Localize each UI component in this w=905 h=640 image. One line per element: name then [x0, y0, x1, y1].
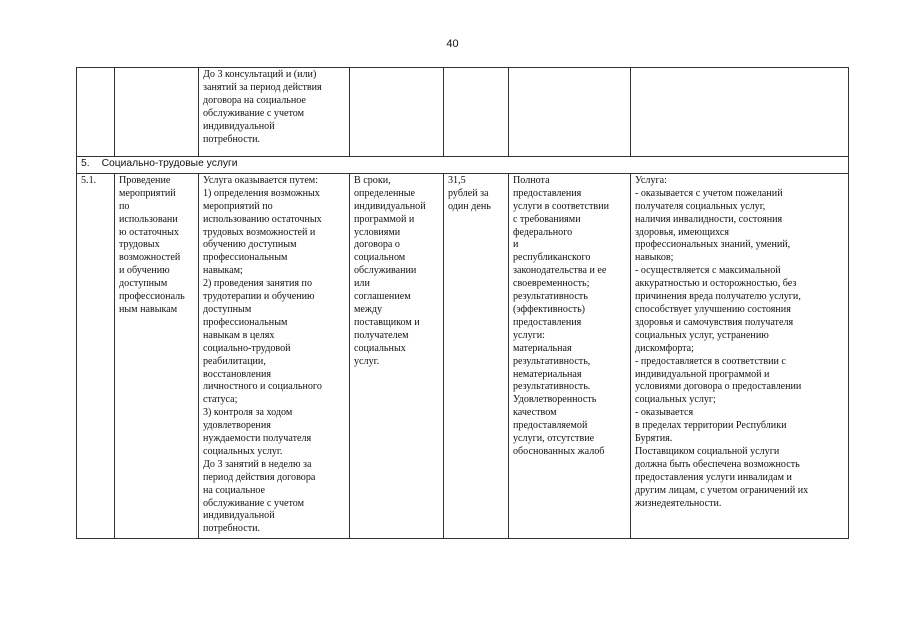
cell-conditions — [631, 68, 849, 157]
text-line: обучению доступным — [203, 239, 297, 251]
text-line: индивидуальной — [354, 200, 426, 212]
text-line: профессиональ — [119, 291, 185, 303]
text-line: доступным — [203, 303, 252, 315]
text-line: Услуга: — [635, 174, 667, 186]
text-line: До 3 консультаций и (или) — [203, 69, 317, 80]
text-line: потребности. — [203, 133, 261, 145]
text-line: - осуществляется с максимальной — [635, 265, 781, 277]
text-line: реабилитации, — [203, 355, 266, 367]
page-number: 40 — [446, 38, 459, 50]
text-line: профессиональным — [203, 316, 288, 328]
table-row-service — [77, 173, 849, 538]
text-line: с требованиями — [513, 213, 581, 225]
text-line: обоснованных жалоб — [513, 445, 605, 457]
table-row-continuation — [77, 68, 849, 157]
text-line: социальных услуг. — [203, 445, 283, 457]
text-line: на социальное — [203, 484, 265, 496]
text-line: обслуживание с учетом — [203, 107, 305, 119]
text-line: качеством — [513, 407, 557, 419]
text-line: восстановления — [203, 368, 272, 380]
service-description — [199, 173, 350, 538]
text-line: ю остаточных — [119, 226, 179, 238]
text-line: потребности. — [203, 523, 261, 535]
text-line: предоставления — [513, 187, 582, 199]
text-line: своевременность; — [513, 278, 590, 290]
text-line: наличия инвалидности, состояния — [635, 213, 783, 225]
text-line: индивидуальной программой и — [635, 368, 770, 380]
cell-number — [77, 68, 115, 157]
text-line: Полнота — [513, 174, 550, 186]
text-line: один день — [448, 200, 491, 212]
text-line: социальных — [354, 342, 406, 354]
text-line: навыков; — [635, 252, 674, 264]
text-line: 31,5 — [448, 174, 466, 186]
text-line: индивидуальной — [203, 510, 275, 522]
text-line: договора на социальное — [203, 94, 306, 106]
section-header-row — [77, 157, 849, 174]
cell-description — [199, 68, 350, 157]
text-line: предоставления услуги инвалидам и — [635, 471, 792, 483]
service-quality — [509, 173, 631, 538]
text-line: занятий за период действия — [203, 81, 322, 93]
service-number: 5.1. — [77, 173, 115, 538]
service-terms — [350, 173, 444, 538]
text-line: услуг. — [354, 355, 380, 367]
text-line: другим лицам, с учетом ограничений их — [635, 484, 809, 496]
text-line: ным навыкам — [119, 303, 178, 315]
text-line: возможностей — [119, 252, 181, 264]
cell-price — [444, 68, 509, 157]
text-line: Проведение — [119, 174, 171, 186]
text-line: жизнедеятельности. — [635, 497, 722, 509]
text-line: программой и — [354, 213, 415, 225]
text-line: социальных услуг, устранению — [635, 329, 769, 341]
text-line: законодательства и ее — [513, 265, 607, 277]
text-line: 3) контроля за ходом — [203, 407, 293, 419]
text-line: социально-трудовой — [203, 342, 291, 354]
text-line: трудовых — [119, 239, 160, 251]
text-line: Удовлетворенность — [513, 394, 597, 406]
text-line: использовани — [119, 213, 178, 225]
text-line: результативность. — [513, 381, 591, 393]
text-line: мероприятий — [119, 187, 176, 199]
text-line: предоставления — [513, 316, 582, 328]
text-line: соглашением — [354, 291, 411, 303]
service-conditions — [631, 173, 849, 538]
text-line: удовлетворения — [203, 420, 271, 432]
text-line: (эффективность) — [513, 303, 586, 315]
service-price — [444, 173, 509, 538]
text-line: способствует улучшению состояния — [635, 303, 791, 315]
text-line: и обучению — [119, 265, 170, 277]
text-line: Поставщиком социальной услуги — [635, 445, 780, 457]
text-line: в пределах территории Республики — [635, 420, 787, 432]
text-line: социальных услуг; — [635, 394, 716, 406]
text-line: республиканского — [513, 252, 591, 264]
text-line: трудовых возможностей и — [203, 226, 316, 238]
text-line: услуги: — [513, 329, 545, 341]
text-line: здоровья и самочувствия получателя — [635, 316, 794, 328]
service-name — [115, 173, 199, 538]
text-line: профессиональным — [203, 252, 288, 264]
text-line: Бурятия. — [635, 433, 673, 445]
text-line: навыкам; — [203, 265, 243, 277]
text-line: обслуживание с учетом — [203, 497, 305, 509]
text-line: должна быть обеспечена возможность — [635, 458, 800, 470]
text-line: аккуратностью и осторожностью, без — [635, 278, 797, 290]
text-line: трудотерапии и обучению — [203, 291, 315, 303]
cell-terms — [350, 68, 444, 157]
text-line: личностного и социального — [203, 381, 322, 393]
text-line: услуги, отсутствие — [513, 433, 595, 445]
text-line: определенные — [354, 187, 416, 199]
section-title: Социально-трудовые услуги — [101, 158, 238, 169]
text-line: условиями — [354, 226, 401, 238]
text-line: доступным — [119, 278, 168, 290]
text-line: В сроки, — [354, 174, 391, 186]
cell-name — [115, 68, 199, 157]
text-line: Услуга оказывается путем: — [203, 174, 318, 186]
text-line: обслуживании — [354, 265, 417, 277]
text-line: индивидуальной — [203, 120, 275, 132]
text-line: здоровья, имеющихся — [635, 226, 730, 238]
text-line: статуса; — [203, 394, 238, 406]
section-number: 5. — [81, 158, 90, 169]
text-line: социальном — [354, 252, 406, 264]
text-line: дискомфорта; — [635, 342, 694, 354]
section-header — [77, 157, 849, 174]
text-line: профессиональных знаний, умений, — [635, 239, 791, 251]
text-line: и — [513, 239, 519, 251]
text-line: услуги в соответствии — [513, 200, 609, 212]
text-line: мероприятий по — [203, 200, 273, 212]
text-line: результативность, — [513, 355, 591, 367]
text-line: или — [354, 278, 370, 290]
cell-quality — [509, 68, 631, 157]
text-line: между — [354, 303, 383, 315]
text-line: 1) определения возможных — [203, 187, 320, 199]
text-line: использованию остаточных — [203, 213, 322, 225]
text-line: материальная — [513, 342, 572, 354]
text-line: 2) проведения занятия по — [203, 278, 313, 290]
text-line: До 3 занятий в неделю за — [203, 458, 312, 470]
text-line: - оказывается — [635, 407, 694, 419]
text-line: получателем — [354, 329, 409, 341]
text-line: федерального — [513, 226, 573, 238]
text-line: условиями договора о предоставлении — [635, 381, 802, 393]
text-line: период действия договора — [203, 471, 316, 483]
services-table — [76, 67, 849, 539]
text-line: рублей за — [448, 187, 489, 199]
text-line: причинения вреда получателю услуги, — [635, 291, 801, 303]
text-line: - оказывается с учетом пожеланий — [635, 187, 783, 199]
text-line: предоставляемой — [513, 420, 588, 432]
text-line: результативность — [513, 291, 588, 303]
text-line: по — [119, 200, 130, 212]
text-line: навыкам в целях — [203, 329, 275, 341]
text-line: - предоставляется в соответствии с — [635, 355, 786, 367]
text-line: договора о — [354, 239, 400, 251]
text-line: получателя социальных услуг, — [635, 200, 766, 212]
text-line: нуждаемости получателя — [203, 433, 312, 445]
text-line: поставщиком и — [354, 316, 420, 328]
text-line: нематериальная — [513, 368, 582, 380]
